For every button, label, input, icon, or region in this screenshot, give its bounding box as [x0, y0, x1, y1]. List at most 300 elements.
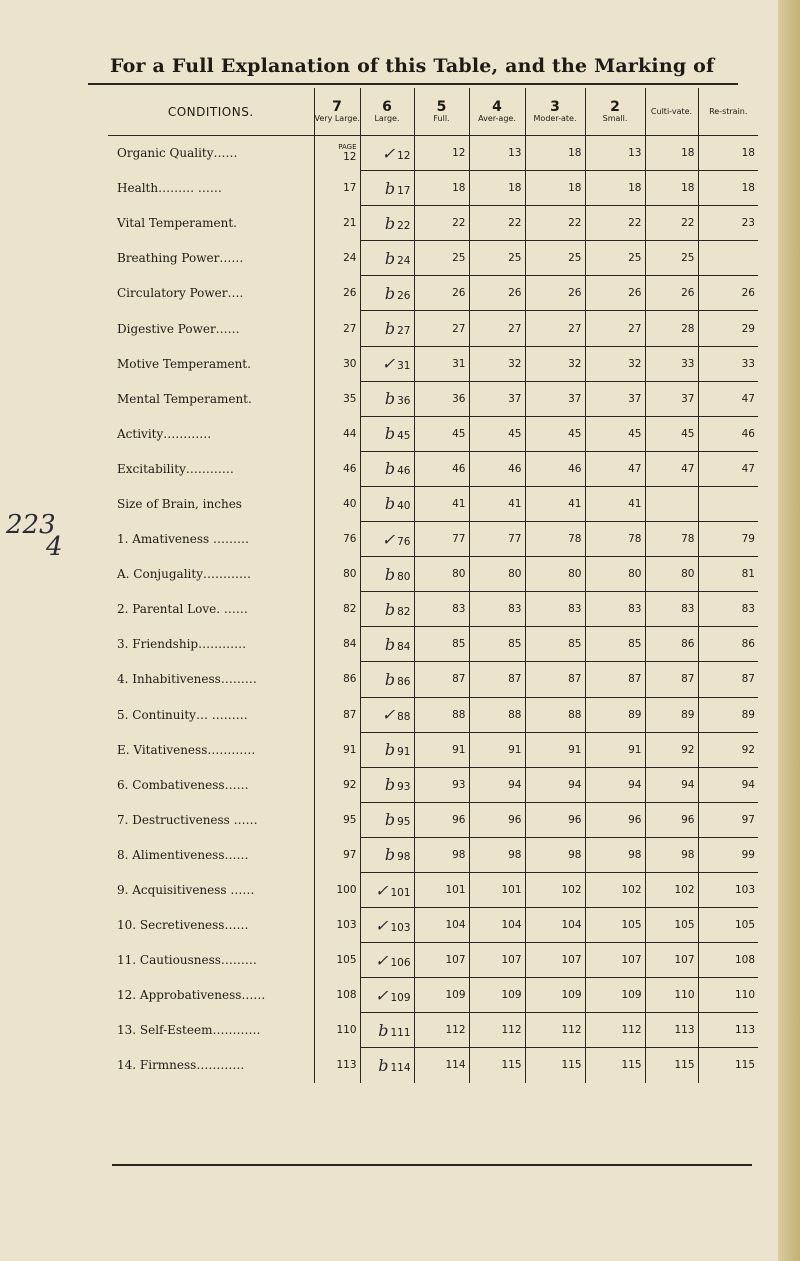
cell-value: 31	[397, 360, 411, 373]
cell-value: 89	[628, 708, 642, 721]
table-row	[108, 346, 758, 381]
handwritten-mark: b	[384, 319, 396, 339]
cell-value: 25	[681, 252, 695, 265]
table-cell	[525, 171, 585, 206]
chart-table	[108, 88, 758, 1163]
table-cell	[525, 662, 585, 697]
table-header-row	[108, 88, 758, 136]
cell-value: 102	[674, 884, 695, 897]
table-cell	[698, 276, 758, 311]
condition-label: 10. Secretiveness……	[117, 918, 249, 933]
cell-value: 114	[445, 1059, 466, 1072]
cell-value: 78	[681, 533, 695, 546]
table-cell	[414, 978, 469, 1013]
table-cell	[645, 662, 698, 697]
table-cell	[414, 381, 469, 416]
table-cell	[525, 522, 585, 557]
table-cell	[360, 837, 414, 872]
cell-value: 45	[568, 427, 582, 440]
cell-value: 98	[628, 848, 642, 861]
col-header-average: 4 Aver-age.	[469, 88, 525, 136]
cell-value: 17	[397, 184, 411, 197]
cell-value: 12	[452, 147, 466, 160]
cell-value: 93	[397, 781, 411, 794]
cell-value: 87	[681, 673, 695, 686]
table-cell	[585, 171, 645, 206]
cell-value: 27	[628, 322, 642, 335]
cell-value: 18	[508, 182, 522, 195]
cell-value: 101	[390, 886, 411, 899]
cell-value: 79	[741, 533, 755, 546]
cell-value: 83	[508, 603, 522, 616]
cell-value: 112	[445, 1024, 466, 1037]
table-cell	[525, 206, 585, 241]
table-cell	[314, 416, 360, 451]
table-cell	[469, 662, 525, 697]
cell-value: 92	[343, 778, 357, 791]
cell-value: 108	[336, 989, 357, 1002]
table-cell	[469, 908, 525, 943]
handwritten-mark: ✓	[375, 915, 389, 935]
table-row	[108, 908, 758, 943]
condition-label: Size of Brain, inches	[117, 496, 242, 511]
table-cell	[469, 451, 525, 486]
cell-value: 86	[681, 638, 695, 651]
cell-value: 109	[390, 991, 411, 1004]
table-cell	[645, 381, 698, 416]
table-row	[108, 206, 758, 241]
cell-value: 113	[734, 1024, 755, 1037]
cell-value: 27	[508, 322, 522, 335]
table-cell	[525, 1048, 585, 1083]
cell-value: 109	[501, 989, 522, 1002]
col-header-very-large: 7 Very Large.	[314, 88, 360, 136]
table-cell	[469, 241, 525, 276]
cell-value: 115	[734, 1059, 755, 1072]
cell-value: 45	[508, 427, 522, 440]
cell-value: 107	[445, 954, 466, 967]
cell-value: 108	[734, 954, 755, 967]
table-cell	[360, 416, 414, 451]
table-cell	[525, 1013, 585, 1048]
cell-value: 110	[336, 1024, 357, 1037]
table-cell	[585, 136, 645, 171]
table-cell	[360, 276, 414, 311]
cell-value: 87	[452, 673, 466, 686]
condition-label: 13. Self-Esteem…………	[117, 1023, 261, 1038]
table-cell	[414, 557, 469, 592]
cell-value: 80	[568, 568, 582, 581]
table-cell	[698, 872, 758, 907]
cell-value: 40	[397, 500, 411, 513]
table-cell	[360, 978, 414, 1013]
cell-value: 25	[628, 252, 642, 265]
table-cell	[698, 416, 758, 451]
table-cell	[525, 276, 585, 311]
condition-label: 8. Alimentiveness……	[117, 847, 249, 862]
cell-value: 107	[561, 954, 582, 967]
cell-value: 76	[397, 535, 411, 548]
cell-value: 83	[628, 603, 642, 616]
table-row	[108, 486, 758, 521]
col-header-large: 6 Large.	[360, 88, 414, 136]
table-cell	[469, 802, 525, 837]
cell-value: 46	[508, 462, 522, 475]
table-cell	[525, 802, 585, 837]
table-cell	[360, 1013, 414, 1048]
table-cell	[469, 381, 525, 416]
table-cell	[414, 872, 469, 907]
table-cell	[645, 206, 698, 241]
table-cell	[314, 697, 360, 732]
cell-value: 88	[452, 708, 466, 721]
bottom-rule	[112, 1164, 752, 1166]
handwritten-mark: b	[384, 424, 396, 444]
cell-value: 29	[741, 322, 755, 335]
cell-value: 96	[452, 813, 466, 826]
cell-value: 115	[621, 1059, 642, 1072]
table-cell	[525, 381, 585, 416]
condition-label: 4. Inhabitiveness………	[117, 672, 257, 687]
cell-value: 87	[628, 673, 642, 686]
cell-value: 77	[508, 533, 522, 546]
cell-value: 24	[397, 254, 411, 267]
cell-value: 18	[568, 147, 582, 160]
table-cell	[414, 802, 469, 837]
table-cell	[414, 592, 469, 627]
table-cell	[414, 767, 469, 802]
table-cell	[314, 206, 360, 241]
handwritten-mark: b	[384, 669, 396, 689]
handwritten-mark: b	[384, 248, 396, 268]
table-cell	[469, 1013, 525, 1048]
cell-value: 27	[397, 325, 411, 338]
table-cell	[698, 908, 758, 943]
condition-label: Activity…………	[117, 426, 212, 441]
table-cell	[314, 171, 360, 206]
handwritten-mark: ✓	[381, 143, 396, 163]
cell-value: 115	[561, 1059, 582, 1072]
cell-value: 112	[561, 1024, 582, 1037]
table-cell	[469, 346, 525, 381]
table-cell	[585, 522, 645, 557]
cell-value: 84	[343, 638, 357, 651]
cell-value: 85	[452, 638, 466, 651]
cell-value: 106	[390, 956, 411, 969]
cell-value: 89	[741, 708, 755, 721]
table-cell	[469, 767, 525, 802]
table-cell	[698, 767, 758, 802]
table-cell	[414, 416, 469, 451]
table-row	[108, 1013, 758, 1048]
table-cell	[414, 908, 469, 943]
table-cell	[645, 767, 698, 802]
condition-label: Circulatory Power….	[117, 286, 244, 301]
table-cell	[645, 802, 698, 837]
handwritten-mark: b	[384, 213, 396, 233]
table-cell	[360, 522, 414, 557]
cell-value: 96	[681, 813, 695, 826]
table-cell	[469, 943, 525, 978]
condition-label: E. Vitativeness…………	[117, 742, 256, 757]
cell-value: 13	[508, 147, 522, 160]
cell-value: 107	[621, 954, 642, 967]
table-row	[108, 802, 758, 837]
table-cell	[645, 837, 698, 872]
table-cell	[698, 943, 758, 978]
table-cell	[525, 767, 585, 802]
cell-value: 12	[397, 149, 411, 162]
table-cell	[645, 311, 698, 346]
cell-value: 104	[445, 919, 466, 932]
table-cell	[585, 1048, 645, 1083]
table-row	[108, 872, 758, 907]
table-cell	[525, 908, 585, 943]
cell-value: 94	[681, 778, 695, 791]
table-cell	[525, 451, 585, 486]
cell-value: 88	[397, 711, 411, 724]
cell-value: 107	[501, 954, 522, 967]
table-cell	[469, 486, 525, 521]
cell-value: 84	[397, 640, 411, 653]
col-header-moderate: 3 Moder-ate.	[525, 88, 585, 136]
cell-value: 18	[568, 182, 582, 195]
condition-label: 1. Amativeness ………	[117, 532, 249, 547]
cell-value: 77	[452, 533, 466, 546]
table-cell	[360, 311, 414, 346]
table-cell	[645, 1048, 698, 1083]
table-row	[108, 697, 758, 732]
cell-value: 80	[508, 568, 522, 581]
table-cell	[360, 662, 414, 697]
table-cell	[525, 732, 585, 767]
cell-value: 32	[508, 357, 522, 370]
cell-value: 95	[397, 816, 411, 829]
cell-value: 33	[681, 357, 695, 370]
cell-value: 26	[397, 289, 411, 302]
cell-value: 26	[343, 287, 357, 300]
table-cell	[414, 627, 469, 662]
cell-value: 80	[452, 568, 466, 581]
table-cell	[585, 943, 645, 978]
table-cell	[525, 978, 585, 1013]
cell-value: 47	[628, 462, 642, 475]
cell-value: 87	[508, 673, 522, 686]
cell-value: 92	[741, 743, 755, 756]
cell-value: 17	[343, 182, 357, 195]
table-cell	[414, 276, 469, 311]
cell-value: 45	[397, 430, 411, 443]
cell-value: 41	[452, 497, 466, 510]
cell-value: 85	[568, 638, 582, 651]
table-cell	[525, 627, 585, 662]
table-cell	[585, 276, 645, 311]
cell-value: 35	[343, 392, 357, 405]
table-body	[108, 136, 758, 1083]
cell-value: 80	[681, 568, 695, 581]
table-cell	[314, 732, 360, 767]
cell-value: 21	[343, 217, 357, 230]
cell-value: 82	[343, 603, 357, 616]
table-cell	[525, 416, 585, 451]
table-row	[108, 1048, 758, 1083]
cell-value: 46	[568, 462, 582, 475]
table-cell	[645, 416, 698, 451]
condition-label: Mental Temperament.	[117, 391, 252, 406]
cell-value: 41	[568, 497, 582, 510]
cell-value: 26	[628, 287, 642, 300]
table-cell	[698, 206, 758, 241]
cell-value: 100	[336, 884, 357, 897]
cell-value: 46	[741, 427, 755, 440]
cell-value: 94	[628, 778, 642, 791]
table-cell	[360, 1048, 414, 1083]
table-cell	[585, 802, 645, 837]
cell-value: 98	[681, 848, 695, 861]
cell-value: 22	[628, 217, 642, 230]
table-cell	[585, 837, 645, 872]
table-cell	[698, 662, 758, 697]
cell-value: 105	[336, 954, 357, 967]
cell-value: 25	[452, 252, 466, 265]
table-cell	[585, 592, 645, 627]
cell-value: 27	[568, 322, 582, 335]
cell-value: 36	[452, 392, 466, 405]
table-cell	[414, 837, 469, 872]
condition-label: Digestive Power……	[117, 321, 240, 336]
margin-note-line2: 4	[46, 532, 63, 562]
table-cell	[469, 1048, 525, 1083]
table-cell	[585, 908, 645, 943]
condition-label: Excitability…………	[117, 461, 234, 476]
cell-value: 36	[397, 395, 411, 408]
cell-value: 22	[397, 219, 411, 232]
table-cell	[360, 171, 414, 206]
table-cell	[314, 662, 360, 697]
cell-value: 91	[508, 743, 522, 756]
cell-value: 13	[628, 147, 642, 160]
table-row	[108, 662, 758, 697]
cell-value: 45	[452, 427, 466, 440]
table-cell	[698, 978, 758, 1013]
cell-value: 98	[568, 848, 582, 861]
table-cell	[314, 136, 360, 171]
table-row	[108, 732, 758, 767]
cell-value: 31	[452, 357, 466, 370]
table-cell	[314, 1013, 360, 1048]
cell-value: 99	[741, 848, 755, 861]
table-cell	[360, 346, 414, 381]
cell-value: 83	[452, 603, 466, 616]
cell-value: 25	[508, 252, 522, 265]
table-cell	[698, 171, 758, 206]
table-cell	[585, 767, 645, 802]
table-cell	[314, 241, 360, 276]
cell-value: 86	[343, 673, 357, 686]
table-cell	[414, 171, 469, 206]
table-row	[108, 978, 758, 1013]
table-cell	[314, 767, 360, 802]
table-cell	[698, 136, 758, 171]
cell-value: 95	[343, 813, 357, 826]
cell-value: 89	[681, 708, 695, 721]
table-cell	[585, 627, 645, 662]
table-cell	[585, 697, 645, 732]
cell-value: 45	[628, 427, 642, 440]
cell-value: 45	[681, 427, 695, 440]
table-cell	[314, 346, 360, 381]
cell-value: 26	[452, 287, 466, 300]
table-row	[108, 241, 758, 276]
table-cell	[414, 1048, 469, 1083]
cell-value: 110	[674, 989, 695, 1002]
table-row	[108, 837, 758, 872]
cell-value: 18	[628, 182, 642, 195]
table-cell	[360, 872, 414, 907]
cell-value: 40	[343, 497, 357, 510]
table-cell	[360, 592, 414, 627]
cell-value: 24	[343, 252, 357, 265]
condition-label: Organic Quality……	[117, 146, 238, 161]
table-cell	[698, 451, 758, 486]
table-cell	[414, 311, 469, 346]
cell-value: 18	[681, 147, 695, 160]
table-cell	[360, 136, 414, 171]
condition-label: Motive Temperament.	[117, 356, 251, 371]
cell-value: 103	[734, 884, 755, 897]
table-cell	[360, 943, 414, 978]
table-cell	[585, 978, 645, 1013]
cell-value: 94	[508, 778, 522, 791]
table-cell	[585, 416, 645, 451]
cell-value: 46	[397, 465, 411, 478]
cell-value: 103	[336, 919, 357, 932]
table-cell	[469, 416, 525, 451]
table-cell	[585, 311, 645, 346]
handwritten-mark: b	[384, 494, 396, 514]
cell-value: 97	[343, 848, 357, 861]
cell-value: 33	[741, 357, 755, 370]
cell-value: 98	[397, 851, 411, 864]
header-rule	[88, 83, 738, 85]
table-cell	[525, 592, 585, 627]
cell-value: 114	[390, 1061, 411, 1074]
table-cell	[314, 486, 360, 521]
table-cell	[314, 592, 360, 627]
table-cell	[360, 486, 414, 521]
cell-value: 107	[674, 954, 695, 967]
cell-value: 85	[508, 638, 522, 651]
handwritten-mark: b	[378, 1020, 389, 1040]
cell-value: 88	[568, 708, 582, 721]
cell-value: 91	[343, 743, 357, 756]
cell-value: 94	[741, 778, 755, 791]
handwritten-mark: b	[384, 459, 396, 479]
table-cell	[314, 381, 360, 416]
cell-value: 115	[674, 1059, 695, 1072]
condition-label: 7. Destructiveness ……	[117, 812, 258, 827]
table-cell	[698, 557, 758, 592]
table-cell	[645, 136, 698, 171]
cell-value: 109	[621, 989, 642, 1002]
table-cell	[585, 557, 645, 592]
cell-value: 86	[397, 675, 411, 688]
handwritten-mark: b	[384, 810, 396, 830]
phrenology-table	[108, 88, 758, 1083]
handwritten-mark: ✓	[375, 880, 389, 900]
cell-value: 78	[568, 533, 582, 546]
cell-value: 102	[561, 884, 582, 897]
